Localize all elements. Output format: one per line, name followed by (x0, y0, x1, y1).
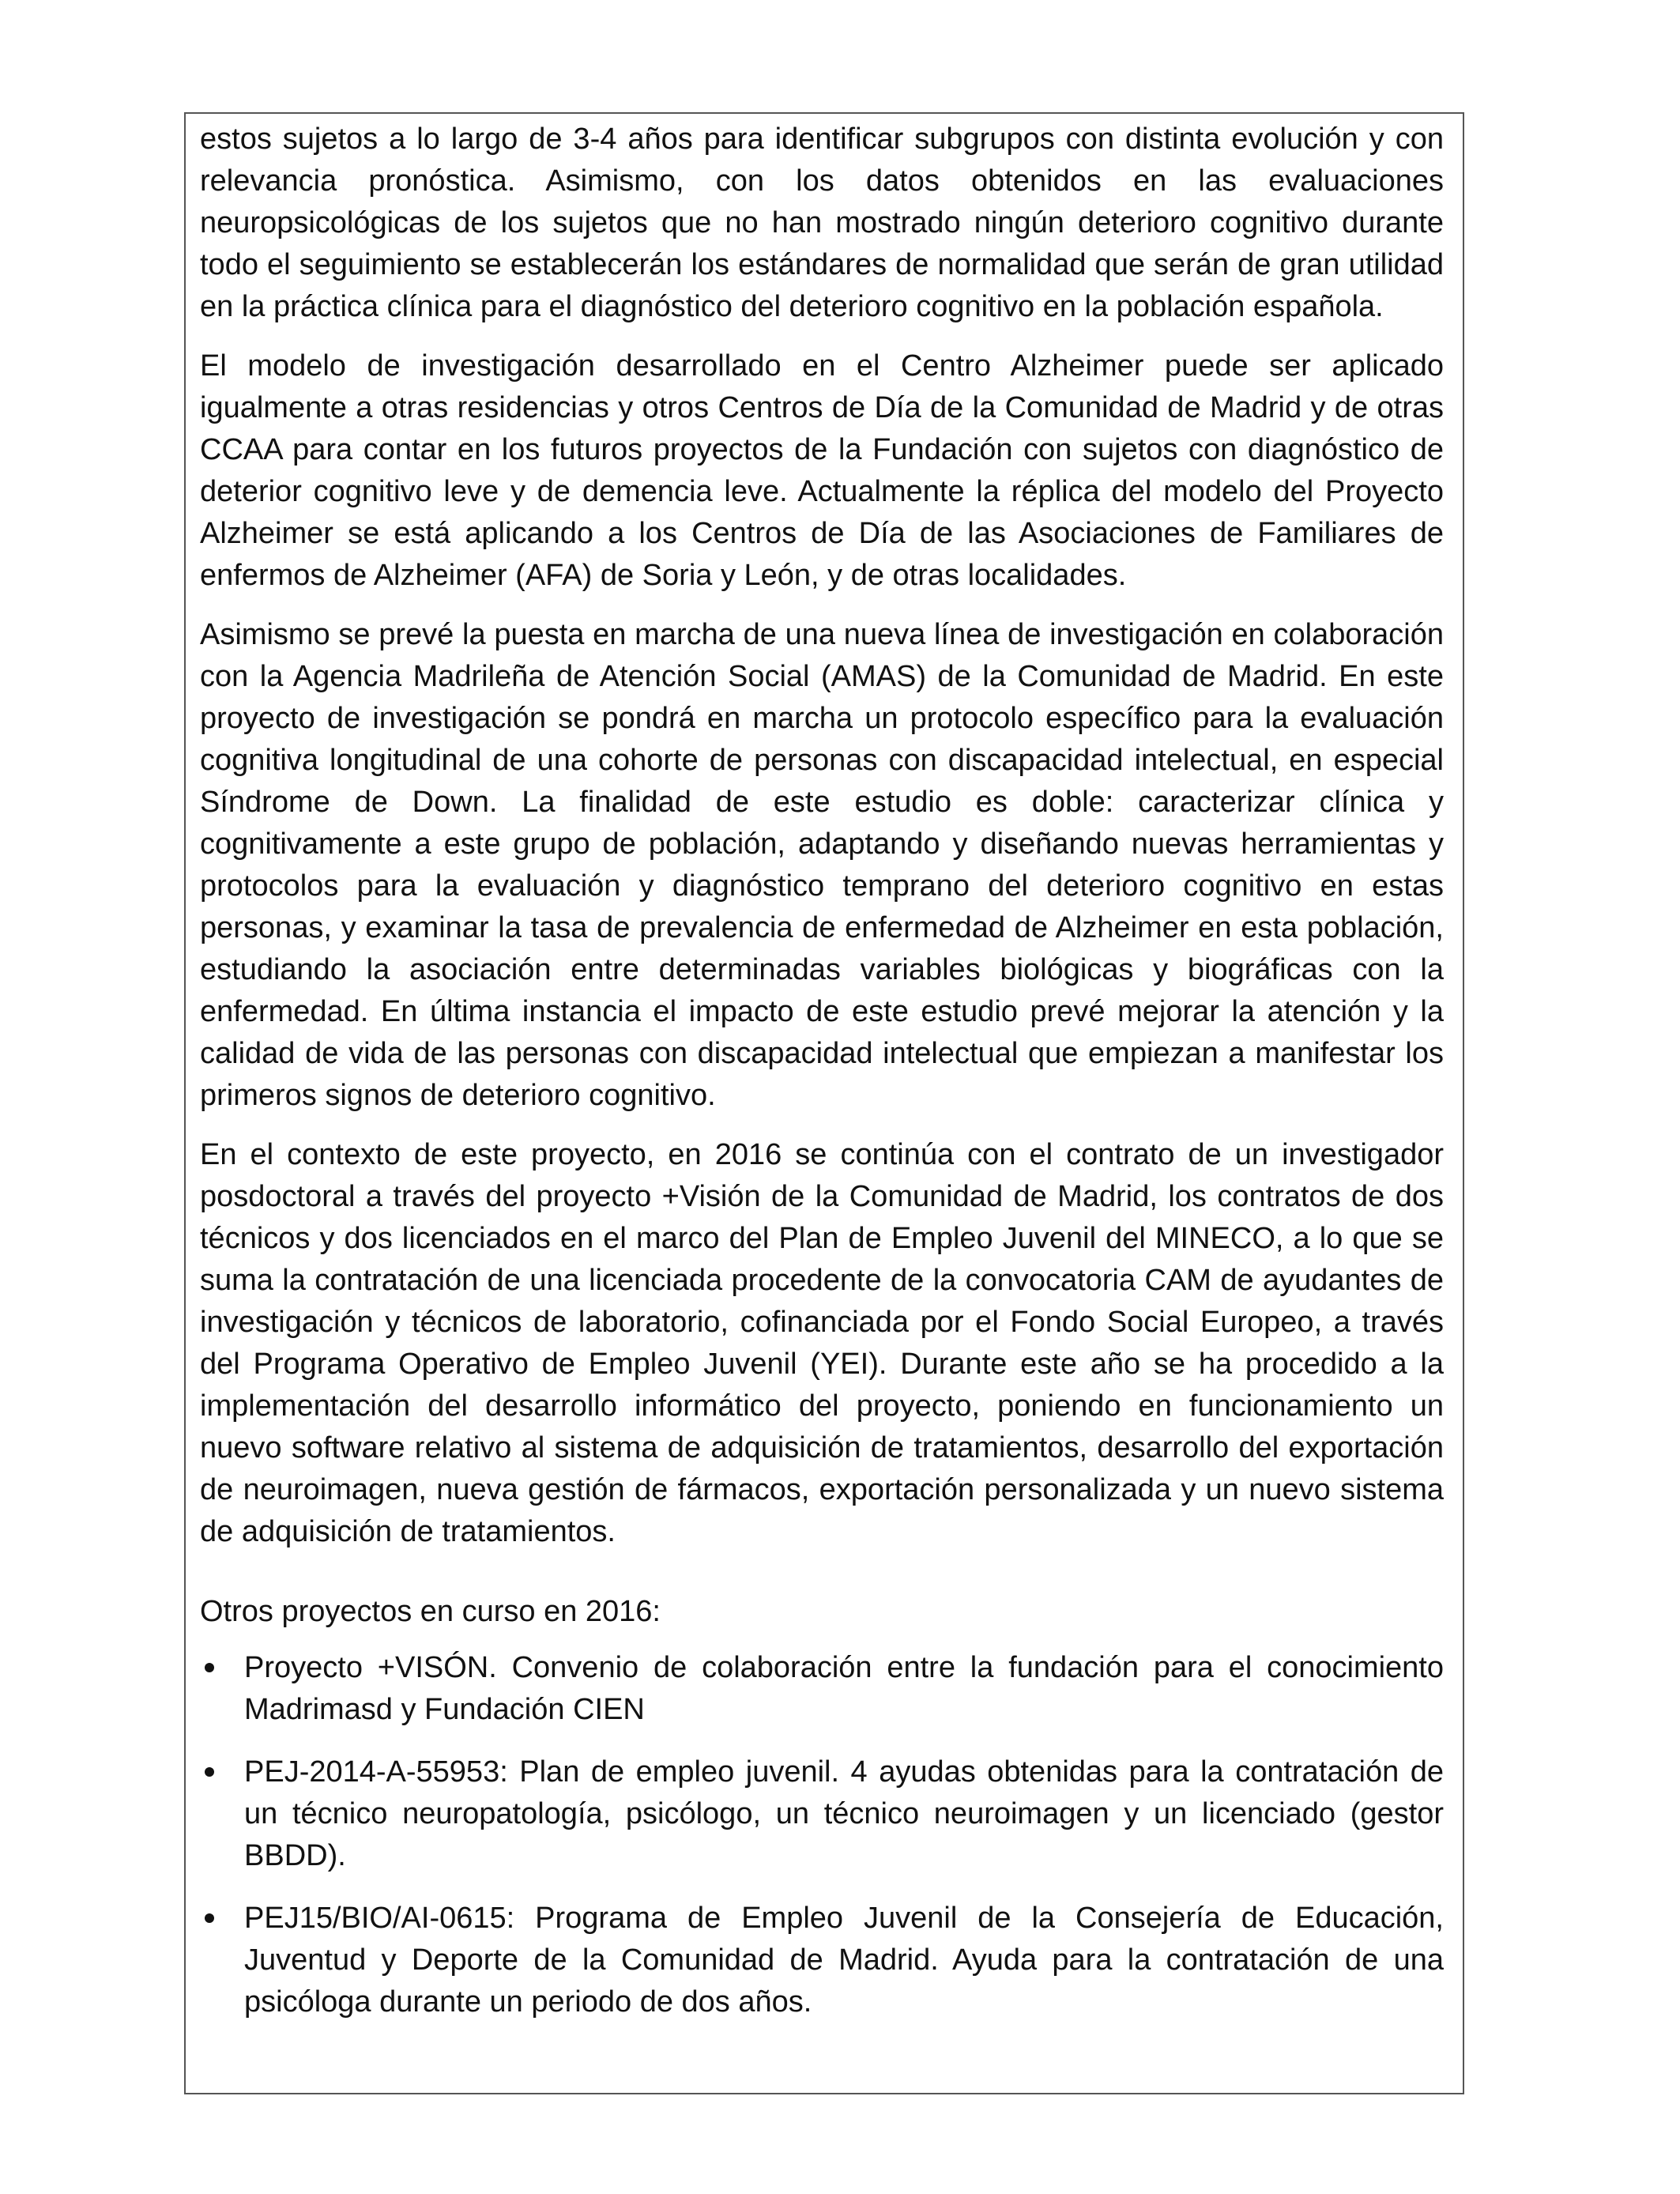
list-item (200, 1647, 1444, 1731)
list-item-text: Proyecto +VISÓN. Convenio de colaboración entre la fundación para el conocimiento Madrimasd y Fundación CIEN (244, 1651, 1444, 1726)
other-projects-list (200, 1647, 1444, 2023)
list-item-text: PEJ-2014-A-55953: Plan de empleo juvenil. 4 ayudas obtenidas para la contratación de un técnico neuropatología, psicólogo, un técnico neuroimagen y un licenciado (gestor BBDD). (244, 1755, 1444, 1872)
paragraph-project-context: En el contexto de este proyecto, en 2016 se continúa con el contrato de un investigador posdoctoral a través del proyecto +Visión de la Comunidad de Madrid, los contratos de dos técnicos y dos licenciados en el marco del Plan de Empleo Juvenil del MINECO, a lo que se suma la contratación de una licenciada procedente de la convocatoria CAM de ayudantes de investigación y técnicos de laboratorio, cofinanciada por el Fondo Social Europeo, a través del Programa Operativo de Empleo Juvenil (YEI). Durante este año se ha procedido a la implementación del desarrollo informático del proyecto, poniendo en funcionamiento un nuevo software relativo al sistema de adquisición de tratamientos, desarrollo del exportación de neuroimagen, nueva gestión de fármacos, exportación personalizada y un nuevo sistema de adquisición de tratamientos. (200, 1138, 1444, 1548)
bullet-icon (205, 1913, 214, 1923)
paragraph-new-research-line: Asimismo se prevé la puesta en marcha de una nueva línea de investigación en colaboración con la Agencia Madrileña de Atención Social (AMAS) de la Comunidad de Madrid. En este proyecto de investigación se pondrá en marcha un protocolo específico para la evaluación cognitiva longitudinal de una cohorte de personas con discapacidad intelectual, en especial Síndrome de Down. La finalidad de este estudio es doble: caracterizar clínica y cognitivamente a este grupo de población, adaptando y diseñando nuevas herramientas y protocolos para la evaluación y diagnóstico temprano del deterioro cognitivo en estas personas, y examinar la tasa de prevalencia de enfermedad de Alzheimer en esta población, estudiando la asociación entre determinadas variables biológicas y biográficas con la enfermedad. En última instancia el impacto de este estudio prevé mejorar la atención y la calidad de vida de las personas con discapacidad intelectual que empiezan a manifestar los primeros signos de deterioro cognitivo. (200, 618, 1444, 1112)
paragraph-research-model: El modelo de investigación desarrollado en el Centro Alzheimer puede ser aplicado igualmente a otras residencias y otros Centros de Día de la Comunidad de Madrid y de otras CCAA para contar en los futuros proyectos de la Fundación con sujetos con diagnóstico de deterior cognitivo leve y de demencia leve. Actualmente la réplica del modelo del Proyecto Alzheimer se está aplicando a los Centros de Día de las Asociaciones de Familiares de enfermos de Alzheimer (AFA) de Soria y León, y de otras localidades. (200, 349, 1444, 592)
list-item (200, 1751, 1444, 1877)
list-item (200, 1898, 1444, 2023)
list-item-text: PEJ15/BIO/AI-0615: Programa de Empleo Juvenil de la Consejería de Educación, Juventud y Deporte de la Comunidad de Madrid. Ayuda para la contratación de una psicóloga durante un periodo de dos años. (244, 1902, 1444, 2019)
bullet-icon (205, 1767, 214, 1777)
paragraph-study-continuation: estos sujetos a lo largo de 3-4 años para identificar subgrupos con distinta evolución y con relevancia pronóstica. Asimismo, con los datos obtenidos en las evaluaciones neuropsicológicas de los sujetos que no han mostrado ningún deterioro cognitivo durante todo el seguimiento se establecerán los estándares de normalidad que serán de gran utilidad en la práctica clínica para el diagnóstico del deterioro cognitivo en la población española. (200, 123, 1444, 323)
document-text-box (184, 112, 1464, 2094)
bullet-icon (205, 1663, 214, 1672)
other-projects-heading: Otros proyectos en curso en 2016: (200, 1595, 661, 1628)
